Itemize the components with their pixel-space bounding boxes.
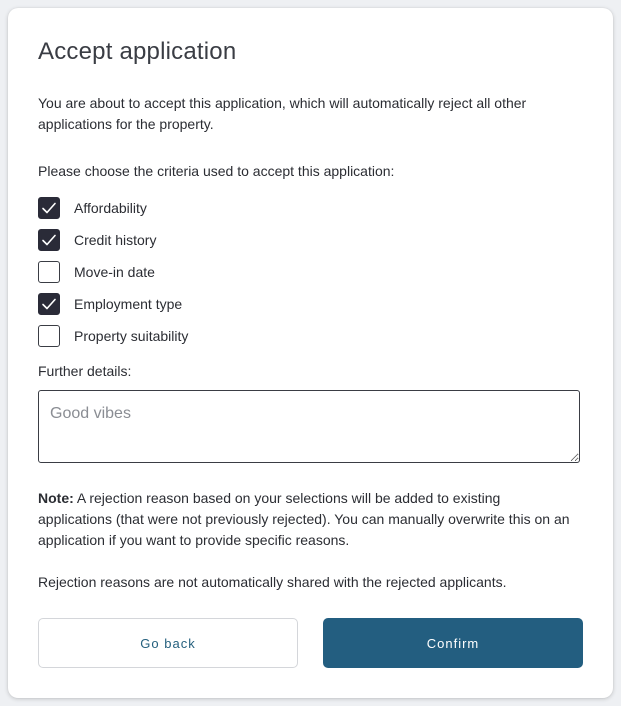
criteria-prompt: Please choose the criteria used to accept this application: bbox=[38, 163, 395, 179]
intro-text: You are about to accept this application, which will automatically reject all other applications for the property. bbox=[38, 95, 527, 132]
checkbox-credit-history[interactable] bbox=[38, 229, 60, 251]
criteria-label: Affordability bbox=[74, 200, 147, 216]
criteria-label: Move-in date bbox=[74, 264, 155, 280]
criteria-item-property-suitability[interactable] bbox=[38, 320, 188, 352]
criteria-label: Credit history bbox=[74, 232, 157, 248]
go-back-button[interactable]: Go back bbox=[38, 618, 298, 668]
further-details-label: Further details: bbox=[38, 363, 132, 379]
checkbox-property-suitability[interactable] bbox=[38, 325, 60, 347]
rejection-note bbox=[38, 488, 578, 551]
checkmark-icon bbox=[41, 200, 57, 216]
dialog-title: Accept application bbox=[38, 38, 237, 65]
criteria-label: Property suitability bbox=[74, 328, 189, 344]
note-label: Note: bbox=[38, 490, 74, 506]
note-text: A rejection reason based on your selections will be added to existing applications (that were not previously rejected). You can manually overwrite this on an application if you want to provide specific reasons. bbox=[38, 490, 570, 548]
criteria-list bbox=[38, 192, 188, 352]
checkmark-icon bbox=[41, 232, 57, 248]
checkbox-move-in-date[interactable] bbox=[38, 261, 60, 283]
criteria-item-affordability[interactable] bbox=[38, 192, 188, 224]
criteria-item-move-in-date[interactable] bbox=[38, 256, 188, 288]
criteria-item-credit-history[interactable] bbox=[38, 224, 188, 256]
further-details-input[interactable] bbox=[38, 390, 580, 463]
checkmark-icon bbox=[41, 296, 57, 312]
criteria-item-employment-type[interactable] bbox=[38, 288, 188, 320]
accept-application-dialog bbox=[8, 8, 613, 698]
sharing-note: Rejection reasons are not automatically shared with the rejected applicants. bbox=[38, 574, 507, 590]
checkbox-affordability[interactable] bbox=[38, 197, 60, 219]
criteria-label: Employment type bbox=[74, 296, 183, 312]
checkbox-employment-type[interactable] bbox=[38, 293, 60, 315]
confirm-button[interactable]: Confirm bbox=[323, 618, 583, 668]
